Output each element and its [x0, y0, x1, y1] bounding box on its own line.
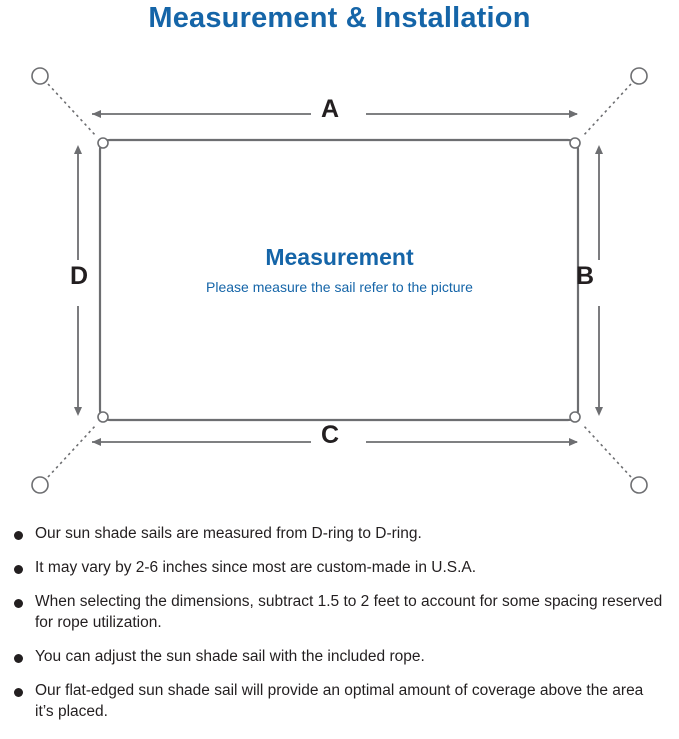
bullet-icon [14, 565, 23, 574]
bullet-icon [14, 688, 23, 697]
diagram-center-subtitle: Please measure the sail refer to the picture [206, 279, 473, 295]
bullet-icon [14, 531, 23, 540]
list-item [0, 681, 679, 723]
diagram-center-title: Measurement [265, 244, 414, 270]
bullet-icon [14, 599, 23, 608]
notes-list [0, 524, 679, 735]
anchor-top-right [631, 68, 647, 84]
list-item [0, 647, 679, 668]
note-text: Our flat-edged sun shade sail will provide an optimal amount of coverage above the area it’s placed. [35, 681, 644, 720]
d-ring-bottom-right [570, 412, 580, 422]
rope-top-right [583, 84, 631, 136]
rope-bottom-right [583, 425, 631, 477]
page-title: Measurement & Installation [148, 2, 531, 34]
note-text: When selecting the dimensions, subtract 1.5 to 2 feet to account for some spacing reserved for rope utilization. [35, 592, 663, 631]
rope-top-left [48, 84, 96, 136]
d-ring-top-right [570, 138, 580, 148]
dimension-label-a: A [321, 95, 340, 123]
rope-bottom-left [48, 425, 96, 477]
anchor-bottom-right [631, 477, 647, 493]
anchor-bottom-left [32, 477, 48, 493]
anchor-top-left [32, 68, 48, 84]
bullet-icon [14, 654, 23, 663]
d-ring-bottom-left [98, 412, 108, 422]
list-item [0, 524, 679, 545]
list-item [0, 558, 679, 579]
sail-measurement-diagram [0, 48, 679, 518]
list-item [0, 592, 679, 634]
note-text: You can adjust the sun shade sail with the included rope. [35, 647, 425, 665]
dimension-label-c: C [321, 421, 340, 449]
dimension-label-b: B [576, 262, 595, 290]
dimension-label-d: D [70, 262, 89, 290]
note-text: Our sun shade sails are measured from D-ring to D-ring. [35, 525, 422, 542]
note-text: It may vary by 2-6 inches since most are custom-made in U.S.A. [35, 558, 477, 576]
d-ring-top-left [98, 138, 108, 148]
